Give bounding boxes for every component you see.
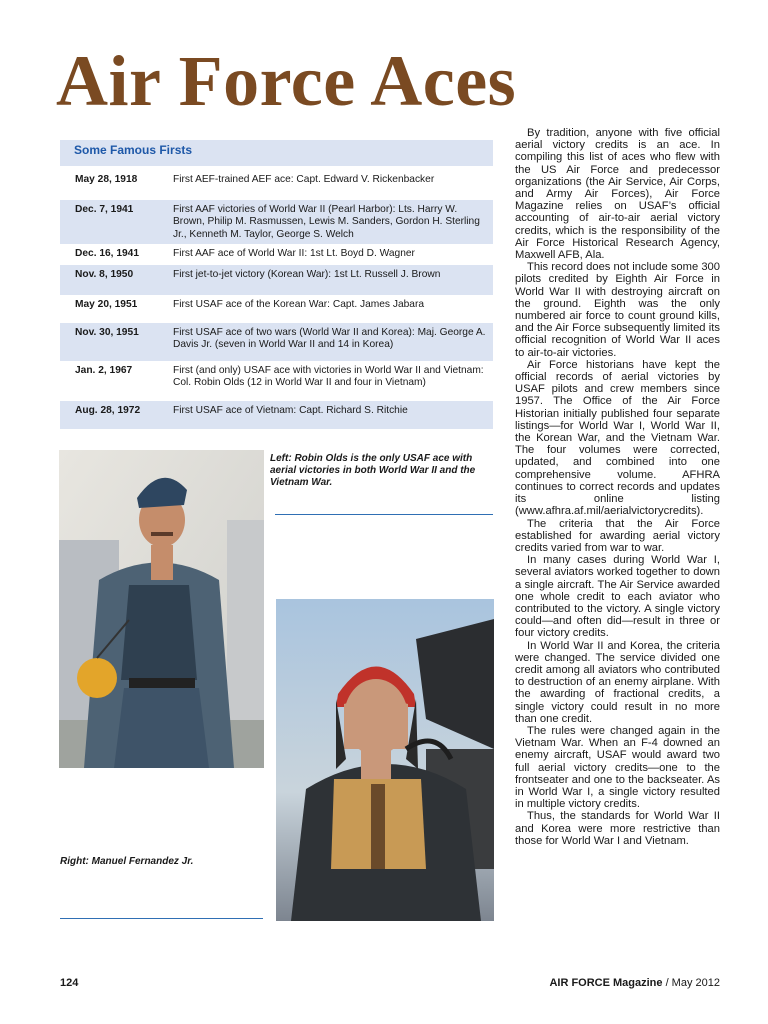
body-paragraph: By tradition, anyone with five official aerial victory credits is an ace. In compiling this list of aces who flew with the US Air Force and predecessor organizations (the Air Service, Air Corps, and Army Air Forces), Air Force Magazine relies on USAF’s official accounting of air-to-air aerial victory credits, which is the responsibility of the Air Force Historical Research Agency, Maxwell AFB, Ala. [515, 127, 720, 262]
row-text: First AEF-trained AEF ace: Capt. Edward V. Rickenbacker [173, 174, 435, 185]
manuel-fernandez-illustration [276, 599, 494, 921]
row-text: First AAF ace of World War II: 1st Lt. Boyd D. Wagner [173, 248, 415, 259]
left-photo-caption: Left: Robin Olds is the only USAF ace with aerial victories in both World War II and the Vietnam War. [270, 453, 476, 488]
robin-olds-photo [59, 450, 264, 768]
body-paragraph: Air Force historians have kept the official records of aerial victories by USAF pilots and crew members since 1957. The Office of the Air Force Historian initially published four separate listings—for World War I, World War II, the Korean War, and the Vietnam War. The four volumes were corrected, updated, and combined into one comprehensive volume. AFHRA continues to correct records and updates its online listing (www.afhra.af.mil/aerialvictorycredits). [515, 358, 720, 518]
row-date: Nov. 8, 1950 [75, 269, 134, 280]
row-date: May 28, 1918 [75, 174, 138, 185]
manuel-fernandez-photo [276, 599, 494, 921]
body-paragraph: Thus, the standards for World War II and Korea were more restrictive than those for World War I and Vietnam. [515, 810, 720, 847]
row-text: First (and only) USAF ace with victories in World War II and Vietnam: Col. Robin Olds (12 in World War II and four in Vietnam) [173, 365, 484, 389]
page-title: Air Force Aces [56, 41, 517, 121]
page-number: 124 [60, 977, 79, 989]
body-paragraph: The rules were changed again in the Vietnam War. When an F-4 downed an enemy aircraft, USAF would award two full aerial victory credits—one to the frontseater and one to the backseater. As in World War I, a single victory resulted in multiple victory credits. [515, 724, 720, 811]
table-row [60, 295, 493, 323]
table-row [60, 361, 493, 401]
caption-rule [60, 918, 263, 919]
table-row [60, 265, 493, 295]
robin-olds-illustration [59, 450, 264, 768]
body-paragraph: In many cases during World War I, several aviators worked together to down a single aircraft. The Air Service awarded one whole credit to each aviator who contributed to the victory. A single victory could—and often did—result in three or four victory credits. [515, 554, 720, 640]
row-text: First USAF ace of Vietnam: Capt. Richard S. Ritchie [173, 405, 408, 416]
row-date: Dec. 16, 1941 [75, 248, 140, 259]
body-paragraph: In World War II and Korea, the criteria were changed. The service divided one credit among all aviators who contributed to destruction of an enemy airplane. With the awarding of fractional credits, a single victory could result in no more than one credit. [515, 639, 720, 725]
row-text: First USAF ace of two wars (World War II and Korea): Maj. George A. Davis Jr. (seven in World War II and 14 in Korea) [173, 327, 486, 351]
caption-rule [275, 514, 493, 515]
magazine-name: AIR FORCE Magazine [549, 977, 663, 989]
article-body [515, 127, 720, 847]
body-paragraph: This record does not include some 300 pilots credited by Eighth Air Force in World War II with destroying aircraft on the ground. Eighth was the only numbered air force to count ground kills, and the Air Force subsequently limited its official recognition of World War II aces to air-to-air victories. [515, 261, 720, 359]
table-row [60, 244, 493, 265]
right-photo-caption: Right: Manuel Fernandez Jr. [60, 856, 194, 867]
table-row [60, 401, 493, 429]
row-text: First AAF victories of World War II (Pearl Harbor): Lts. Harry W. Brown, Philip M. Rasmussen, Lewis M. Sanders, Gordon H. Sterling Jr., Kenneth M. Taylor, George S. Welch [173, 204, 480, 240]
row-date: Dec. 7, 1941 [75, 204, 134, 215]
row-date: Nov. 30, 1951 [75, 327, 139, 338]
issue-date: / May 2012 [662, 977, 720, 989]
row-date: May 20, 1951 [75, 299, 138, 310]
footer-publication [549, 977, 720, 989]
table-row [60, 170, 493, 200]
body-paragraph: The criteria that the Air Force established for awarding aerial victory credits varied from war to war. [515, 517, 720, 554]
row-date: Aug. 28, 1972 [75, 405, 141, 416]
table-heading: Some Famous Firsts [60, 140, 493, 166]
table-row [60, 323, 493, 361]
famous-firsts-table [60, 140, 493, 429]
row-date: Jan. 2, 1967 [75, 365, 133, 376]
row-text: First jet-to-jet victory (Korean War): 1st Lt. Russell J. Brown [173, 269, 441, 280]
table-row [60, 200, 493, 244]
row-text: First USAF ace of the Korean War: Capt. James Jabara [173, 299, 425, 310]
